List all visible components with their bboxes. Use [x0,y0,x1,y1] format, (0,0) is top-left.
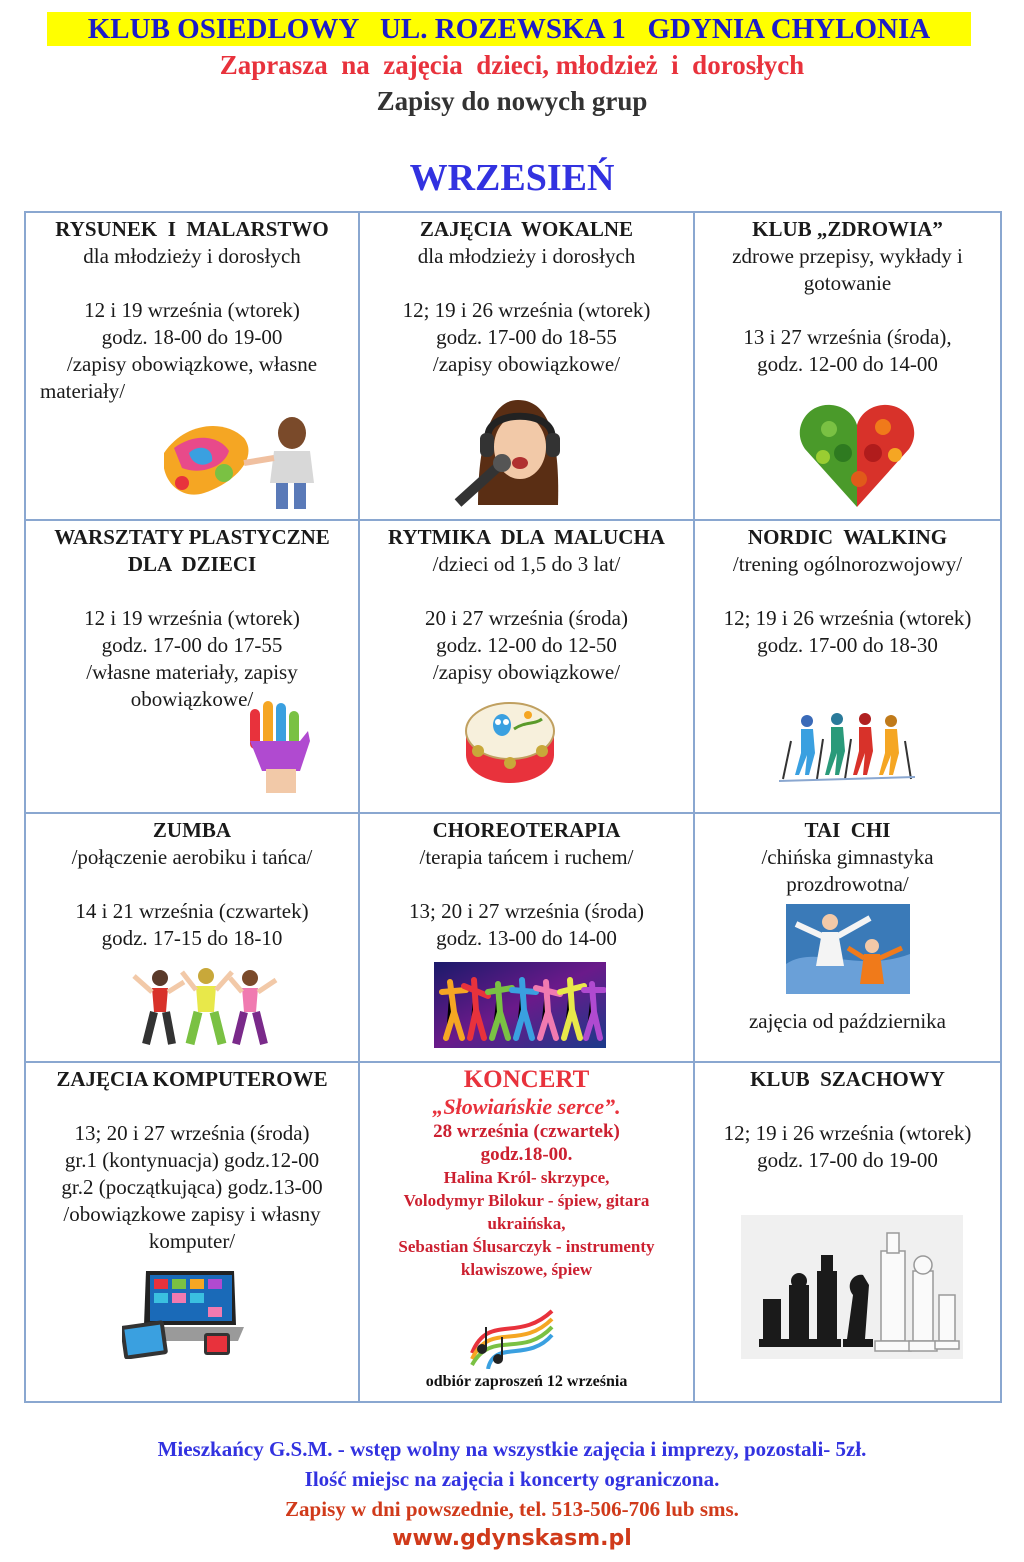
cell-line: /zapisy obowiązkowe, własne [66,352,318,376]
cell-line: 12; 19 i 26 września (wtorek) [723,1121,972,1145]
cell-line: godz. 17-15 do 18-10 [101,926,283,950]
cell-line: godz. 12-00 do 12-50 [436,633,617,657]
cell-line: /obowiązkowe zapisy i własny [63,1202,321,1226]
cell-line: dla młodzieży i dorosłych [83,244,301,268]
cell-line: 14 i 21 września (czwartek) [75,899,309,923]
cell-line: gr.2 (początkująca) godz.13-00 [61,1175,323,1199]
cell-wokalne [360,213,695,521]
singing-girl-icon [438,395,578,507]
cell-line: /własne materiały, zapisy [86,660,298,684]
club-title: KLUB OSIEDLOWY UL. ROZEWSKA 1 GDYNIA CHYLONIA [47,12,971,46]
cell-line: godz. 18-00 do 19-00 [101,325,283,349]
cell-title: KLUB SZACHOWY [750,1067,945,1091]
cell-line: godz. 12-00 do 14-00 [757,352,938,376]
cell-line: materiały/ [40,379,126,403]
tambourine-icon [462,695,560,789]
cell-line: 12; 19 i 26 września (wtorek) [723,606,972,630]
cell-komputerowe [26,1063,360,1401]
painting-girl-icon [164,413,334,509]
concert-performer: Sebastian Ślusarczyk - instrumenty [398,1237,655,1256]
cell-line: 12; 19 i 26 września (wtorek) [402,298,651,322]
cell-title: ZAJĘCIA KOMPUTEROWE [56,1067,328,1091]
cell-line: /dzieci od 1,5 do 3 lat/ [432,552,621,576]
tai-chi-icon [786,904,910,994]
cell-line: /zapisy obowiązkowe/ [432,660,621,684]
enroll-line: Zapisy do nowych grup [376,86,648,116]
concert-performer: Volodymyr Bilokur - śpiew, gitara [403,1191,650,1210]
cell-title: ZAJĘCIA WOKALNE [419,217,634,241]
month-heading: WRZESIEŃ [409,157,615,199]
dancers-silhouettes-icon [434,962,606,1048]
painted-hand-icon [248,701,312,793]
zumba-dancers-icon [126,966,280,1046]
cell-line: /chińska gimnastyka [761,845,934,869]
cell-line: /zapisy obowiązkowe/ [432,352,621,376]
cell-taichi [695,814,1002,1063]
cell-warsztaty [26,521,360,814]
cell-title: KLUB „ZDROWIA” [752,217,943,241]
concert-performer: Halina Król- skrzypce, [443,1168,610,1187]
concert-title: KONCERT [463,1066,590,1093]
cell-title: NORDIC WALKING [747,525,948,549]
cell-line: prozdrowotna/ [786,872,909,896]
cell-line: obowiązkowe/ [130,687,254,711]
cell-line: 20 i 27 września (środa) [425,606,628,630]
cell-line: dla młodzieży i dorosłych [417,244,636,268]
cell-zumba [26,814,360,1063]
cell-title: RYSUNEK I MALARSTWO [55,217,329,241]
concert-invitation-note: odbiór zaproszeń 12 września [425,1373,628,1390]
cell-line: godz. 17-00 do 17-55 [101,633,283,657]
cell-title: TAI CHI [804,818,891,842]
schedule-grid [24,211,1002,1403]
cell-title: WARSZTATY PLASTYCZNE DLA DZIECI [54,525,330,576]
cell-line: godz. 13-00 do 14-00 [436,926,617,950]
concert-subtitle: „Słowiańskie serce”. [432,1094,621,1119]
cell-line: komputer/ [148,1229,236,1253]
cell-choreoterapia [360,814,695,1063]
cell-line: gr.1 (kontynuacja) godz.12-00 [64,1148,320,1172]
cell-line: zdrowe przepisy, wykłady i [732,244,963,268]
cell-zdrowia [695,213,1002,521]
footer-line-3: Zapisy w dni powszednie, tel. 513-506-706 lub sms. [285,1497,739,1521]
footer-line-2: Ilość miejsc na zajęcia i koncerty ograniczona. [304,1467,720,1491]
taichi-note: zajęcia od października [748,1009,947,1033]
concert-performer: ukraińska, [487,1214,566,1233]
nordic-walkers-icon [779,713,915,785]
cell-title: ZUMBA [152,818,232,842]
cell-line: godz. 17-00 do 19-00 [757,1148,938,1172]
cell-title: CHOREOTERAPIA [432,818,621,842]
cell-szachowy [695,1063,1002,1401]
website-link[interactable]: www.gdynskasm.pl [392,1526,632,1551]
laptop-tablet-icon [122,1267,244,1359]
concert-performer: klawiszowe, śpiew [460,1260,593,1279]
cell-line: gotowanie [803,271,892,295]
cell-line: godz. 17-00 do 18-30 [757,633,938,657]
cell-line: /trening ogólnorozwojowy/ [732,552,963,576]
cell-line: 13 i 27 września (środa), [743,325,952,349]
cell-line: /terapia tańcem i ruchem/ [419,845,634,869]
footer-line-1: Mieszkańcy G.S.M. - wstęp wolny na wszystkie zajęcia i imprezy, pozostali- 5zł. [157,1437,867,1461]
concert-time: godz.18-00. [480,1144,573,1165]
fruit-heart-icon [799,399,915,509]
cell-title: RYTMIKA DLA MALUCHA [388,525,665,549]
cell-line: 13; 20 i 27 września (środa) [74,1121,310,1145]
cell-line: 12 i 19 września (wtorek) [84,298,300,322]
cell-koncert [360,1063,695,1401]
cell-line: /połączenie aerobiku i tańca/ [71,845,313,869]
cell-rytmika [360,521,695,814]
cell-line: 13; 20 i 27 września (środa) [408,899,645,923]
cell-line: godz. 17-00 do 18-55 [436,325,617,349]
invite-line: Zaprasza na zajęcia dzieci, młodzież i dorosłych [219,50,805,80]
cell-line: 12 i 19 września (wtorek) [84,606,300,630]
chess-pieces-icon [741,1215,963,1359]
concert-date: 28 września (czwartek) [433,1121,620,1142]
cell-rysunek [26,213,360,521]
music-notes-icon [468,1303,556,1369]
cell-nordic [695,521,1002,814]
